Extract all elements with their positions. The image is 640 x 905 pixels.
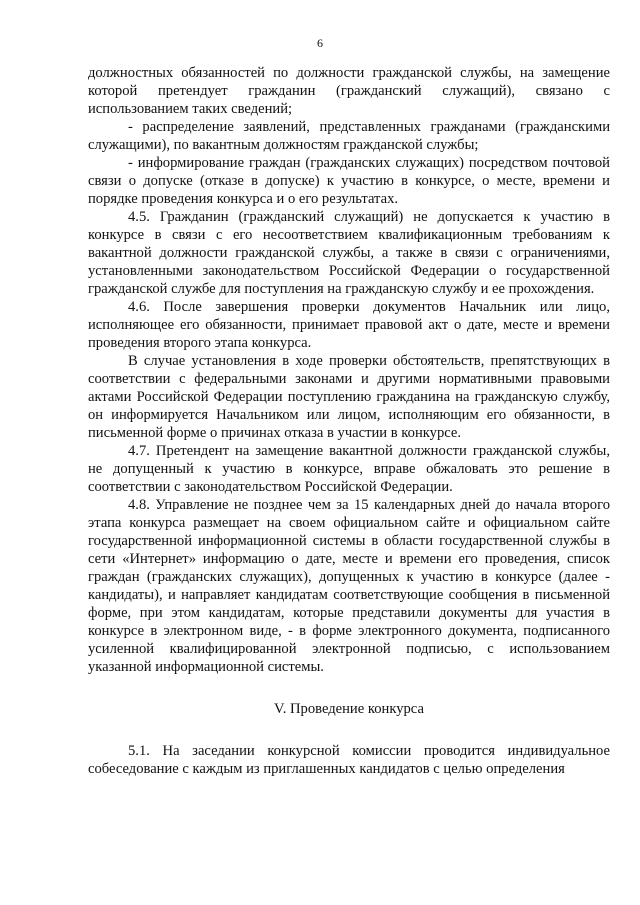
paragraph-5-1: 5.1. На заседании конкурсной комиссии проводится индивидуальное собеседование с каждым из приглашенных кандидатов с целью определения (88, 743, 610, 777)
paragraph-4-6: 4.6. После завершения проверки документов Начальник или лицо, исполняющее его обязанности, принимает правовой акт о дате, месте и времени проведения второго этапа конкурса. (88, 299, 610, 351)
paragraph-3: - информирование граждан (гражданских служащих) посредством почтовой связи о допуске (отказе в допуске) к участию в конкурсе, о месте, времени и порядке проведения конкурса и о его результатах. (88, 155, 610, 207)
paragraph-4-5: 4.5. Гражданин (гражданский служащий) не допускается к участию в конкурсе в связи с его несоответствием квалификационным требованиям к вакантной должности гражданской службы, а также в связи с ограничениями, установленными законодательством Российской Федерации о государственной гражданской службе для поступления на гражданскую службу и ее прохождения. (88, 209, 610, 297)
page-number: 6 (317, 36, 323, 50)
document-body (88, 64, 610, 778)
section-heading: V. Проведение конкурса (274, 701, 424, 717)
paragraph-1: должностных обязанностей по должности гражданской службы, на замещение которой претендует гражданин (гражданский служащий), связано с использованием таких сведений; (88, 65, 610, 117)
paragraph-2: - распределение заявлений, представленных гражданами (гражданскими служащими), по вакантным должностям гражданской службы; (88, 119, 610, 153)
paragraph-4-7: 4.7. Претендент на замещение вакантной должности гражданской службы, не допущенный к участию в конкурсе, вправе обжаловать это решение в соответствии с законодательством Российской Федерации. (88, 443, 610, 495)
paragraph-4-6-cont: В случае установления в ходе проверки обстоятельств, препятствующих в соответствии с федеральными законами и другими нормативными правовыми актами Российской Федерации поступлению гражданина на гражданскую службу, он информируется Начальником или лицом, исполняющим его обязанности, в письменной форме о причинах отказа в участии в конкурсе. (88, 353, 610, 441)
paragraph-4-8: 4.8. Управление не позднее чем за 15 календарных дней до начала второго этапа конкурса размещает на своем официальном сайте и официальном сайте государственной информационной системы в области государственной службы в сети «Интернет» информацию о дате, месте и времени его проведения, список граждан (гражданских служащих), допущенных к участию в конкурсе (далее - кандидаты), и направляет кандидатам соответствующие сообщения в письменной форме, при этом кандидатам, которые представили документы для участия в конкурсе в электронном виде, - в форме электронного документа, подписанного усиленной квалифицированной электронной подписью, с использованием указанной информационной системы. (88, 497, 610, 675)
